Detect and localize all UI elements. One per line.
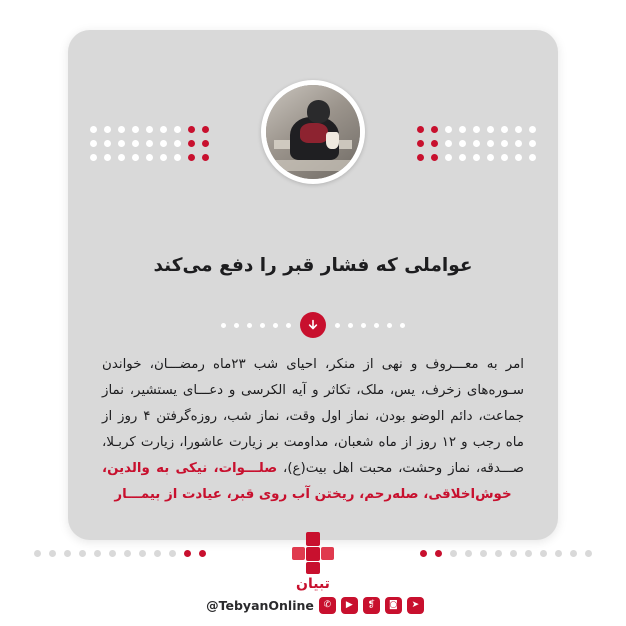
separator-dot [335, 323, 340, 328]
footer-dot [154, 550, 161, 557]
decor-dot [473, 154, 480, 161]
decor-dot [529, 126, 536, 133]
separator-dot [273, 323, 278, 328]
decor-dot [515, 154, 522, 161]
decor-dot [90, 140, 97, 147]
decor-dot [487, 154, 494, 161]
decor-dot [104, 126, 111, 133]
decor-dot [445, 140, 452, 147]
decor-dot [417, 140, 424, 147]
footer-dot [510, 550, 517, 557]
decor-dot [90, 154, 97, 161]
body-text [102, 352, 524, 508]
whatsapp-icon[interactable]: ✆ [319, 597, 336, 614]
separator-dot [387, 323, 392, 328]
decor-dot-line [417, 140, 536, 147]
decor-dot [160, 154, 167, 161]
separator-dot [286, 323, 291, 328]
separator-dot [374, 323, 379, 328]
section-separator [68, 312, 558, 338]
decor-dot-line [90, 154, 209, 161]
separator-dot [361, 323, 366, 328]
decor-dot [445, 126, 452, 133]
decor-dot [188, 140, 195, 147]
footer-dot [34, 550, 41, 557]
logo-square [321, 547, 334, 560]
decor-dot [202, 154, 209, 161]
logo-square [306, 547, 320, 561]
instagram-icon[interactable]: ◙ [385, 597, 402, 614]
footer-dot [465, 550, 472, 557]
footer-dot [124, 550, 131, 557]
logo-square [292, 547, 305, 560]
tebyan-logo-icon [292, 532, 334, 574]
body-text-highlight: صلـــوات، نیکی به والدین، خوش‌اخلاقی، صله‌رحم، ریختن آب روی قبر، عیادت از بیمـــار [102, 461, 512, 502]
telegram-icon[interactable]: ➤ [407, 597, 424, 614]
avatar-shelf-lower [270, 160, 356, 171]
decor-dot [431, 140, 438, 147]
footer-dot [169, 550, 176, 557]
logo-square [306, 532, 320, 546]
decor-dots-right [417, 126, 536, 161]
body-text-normal: امر به معـــروف و نهی از منکر، احیای شب ۲۳ماه رمضـــان، خواندن سـوره‌های زخرف، یس، ملک، تکاثر و آیه الکرسی و دعـــای یستشیر، نماز جماعت، دائم الوضو بودن، نماز اول وقت، نماز شب، روزه‌گرفتن ۴ روز از ماه رجب و ۱۲ روز از ماه شعبان، مداومت بر زیارت عاشورا، زیارت کربـلا، صـــدقه، نماز وحشت، محبت اهل بیت(ع)، [102, 357, 524, 476]
content-card [68, 30, 558, 540]
avatar-vase [326, 132, 339, 149]
decor-dot [487, 126, 494, 133]
decor-dot [132, 140, 139, 147]
avatar-image [266, 85, 360, 179]
separator-dots-right [335, 323, 405, 328]
decor-dot [417, 126, 424, 133]
decor-dot [132, 154, 139, 161]
brand-block [188, 532, 438, 614]
decor-dot [202, 140, 209, 147]
decor-dot [431, 154, 438, 161]
decor-dot [104, 154, 111, 161]
separator-dot [260, 323, 265, 328]
decor-dot [529, 154, 536, 161]
social-row [188, 597, 438, 614]
decor-dot [146, 154, 153, 161]
decor-dot-line [90, 140, 209, 147]
decor-dot [487, 140, 494, 147]
social-handle[interactable]: @TebyanOnline [206, 598, 314, 613]
decor-dot [501, 140, 508, 147]
decor-dot [174, 126, 181, 133]
decor-dot [160, 140, 167, 147]
separator-dots-left [221, 323, 291, 328]
decor-dot [431, 126, 438, 133]
decor-dot-line [90, 126, 209, 133]
footer-dot [525, 550, 532, 557]
decor-dot [515, 140, 522, 147]
separator-dot [247, 323, 252, 328]
decor-dot [174, 140, 181, 147]
decor-dot [132, 126, 139, 133]
decor-dot [188, 126, 195, 133]
decor-dot [473, 126, 480, 133]
decor-dot [160, 126, 167, 133]
twitter-icon[interactable]: ❡ [363, 597, 380, 614]
decor-dot-line [417, 154, 536, 161]
footer-dots-left [34, 550, 206, 557]
decor-dot [501, 126, 508, 133]
footer-dots-right [420, 550, 592, 557]
arrow-down-icon [300, 312, 326, 338]
decor-dot-line [417, 126, 536, 133]
decor-dot [118, 140, 125, 147]
decor-dot [188, 154, 195, 161]
footer-dot [79, 550, 86, 557]
footer-dot [570, 550, 577, 557]
decor-dot [174, 154, 181, 161]
decor-dot [515, 126, 522, 133]
decor-dot [146, 140, 153, 147]
decor-dot [417, 154, 424, 161]
separator-dot [234, 323, 239, 328]
footer-dot [555, 550, 562, 557]
footer-dot [109, 550, 116, 557]
decor-dot [529, 140, 536, 147]
decor-dot [118, 126, 125, 133]
decor-dot [459, 154, 466, 161]
avatar-person-scarf [300, 123, 328, 144]
decor-dot [459, 126, 466, 133]
footer-dot [49, 550, 56, 557]
logo-square [306, 562, 320, 574]
decor-dot [445, 154, 452, 161]
footer-dot [450, 550, 457, 557]
footer-dot [139, 550, 146, 557]
aparat-icon[interactable]: ▶ [341, 597, 358, 614]
footer-dot [480, 550, 487, 557]
footer-dot [495, 550, 502, 557]
footer-dot [540, 550, 547, 557]
avatar-person-head [307, 100, 330, 123]
brand-name: تبیان [296, 576, 330, 592]
decor-dot [501, 154, 508, 161]
decor-dot [202, 126, 209, 133]
decor-dot [118, 154, 125, 161]
avatar [261, 80, 365, 184]
decor-dots-left [90, 126, 209, 161]
decor-dot [473, 140, 480, 147]
separator-dot [221, 323, 226, 328]
footer-dot [94, 550, 101, 557]
footer-dot [64, 550, 71, 557]
footer [0, 532, 626, 613]
decor-dot [146, 126, 153, 133]
footer-dot [585, 550, 592, 557]
separator-dot [400, 323, 405, 328]
separator-dot [348, 323, 353, 328]
decor-dot [104, 140, 111, 147]
page-title: عواملی که فشار قبر را دفع می‌کند [153, 255, 473, 276]
decor-dot [459, 140, 466, 147]
decor-dot [90, 126, 97, 133]
